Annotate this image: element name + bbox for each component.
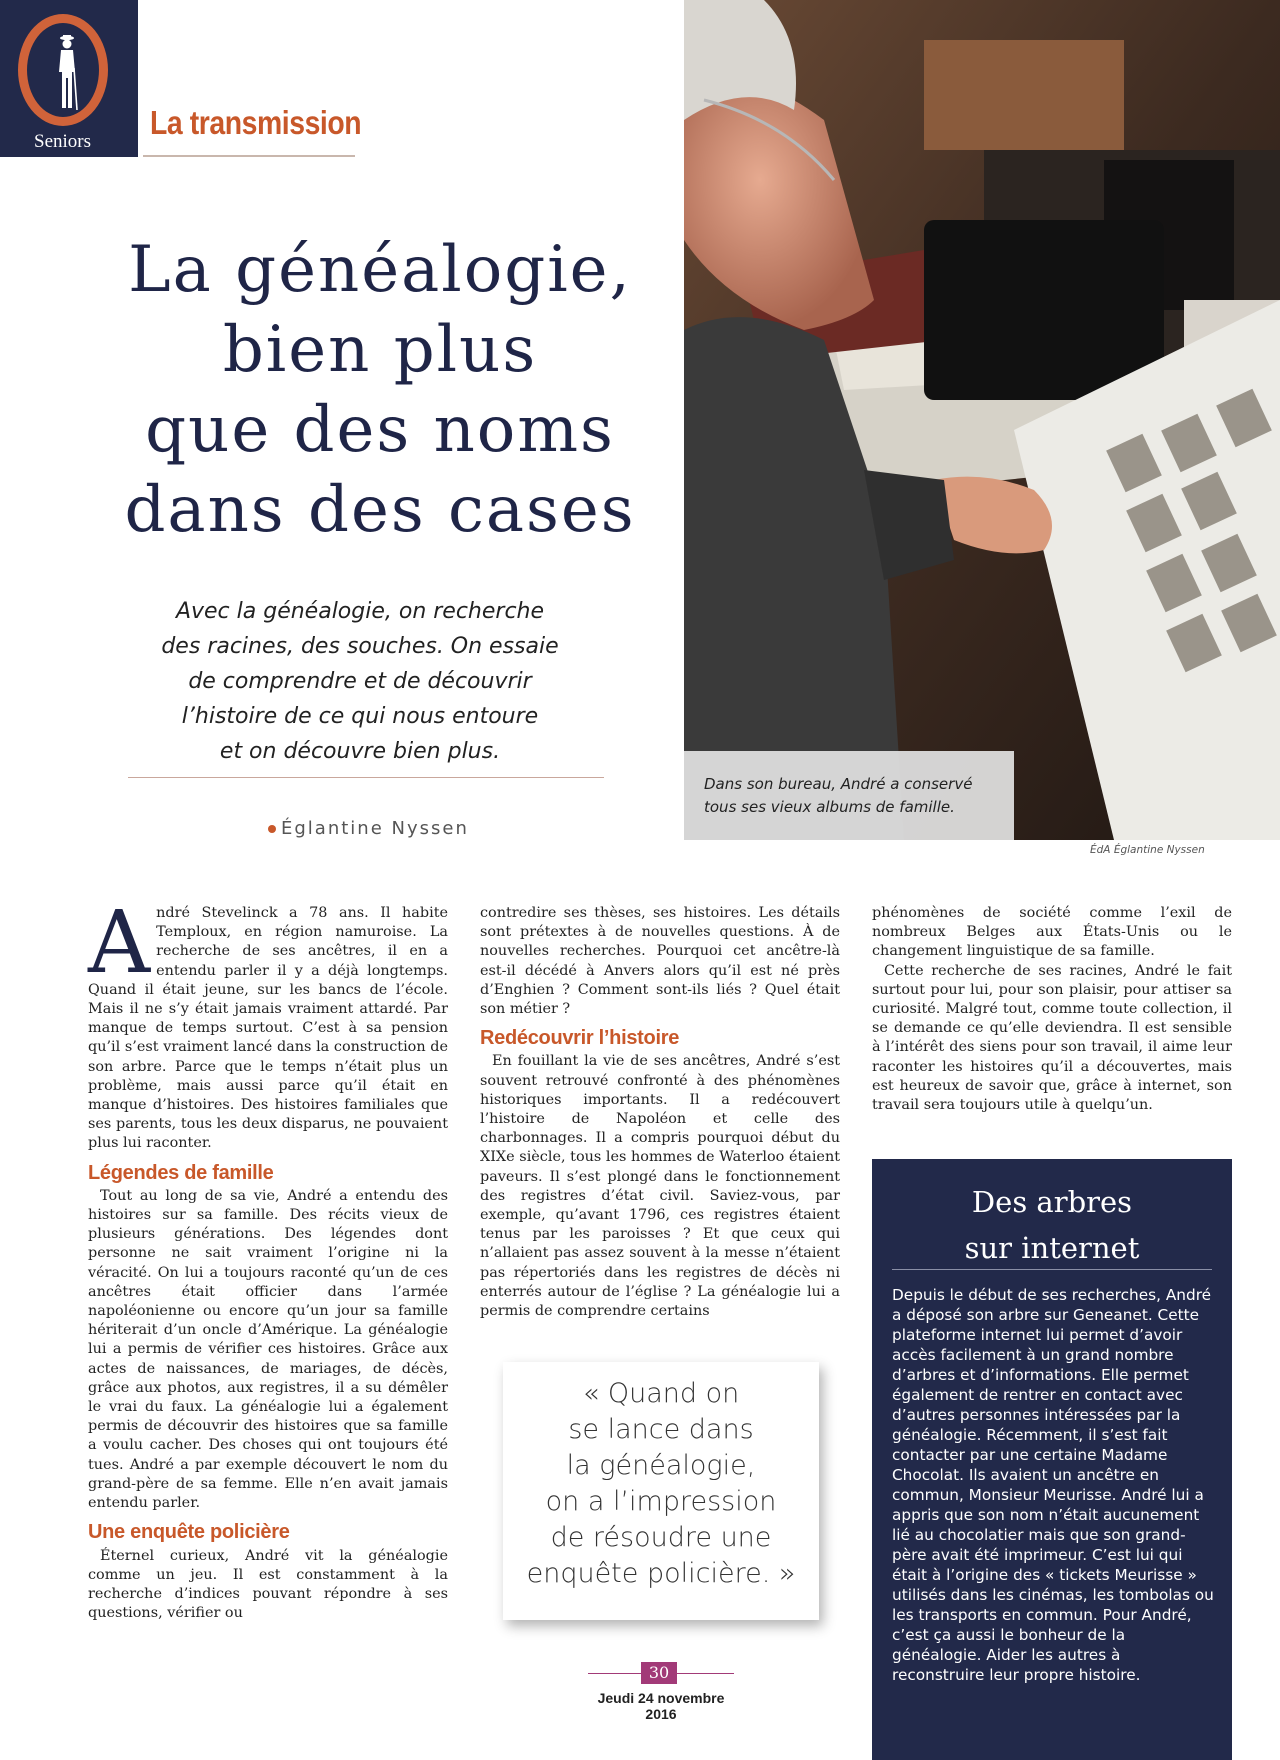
bullet-icon	[268, 825, 276, 833]
quote-line: se lance dans	[568, 1414, 754, 1445]
section-divider	[143, 155, 355, 157]
body-paragraph: Éternel curieux, André vit la généalogie comme un jeu. Il est constamment à la recherche d’indices pouvant répondre à ses questions, vérifier ou	[88, 1547, 448, 1622]
article-column-1	[88, 893, 448, 1623]
logo-text: Seniors	[34, 131, 91, 152]
lede-line: de comprendre et de découvrir	[188, 669, 532, 694]
quote-line: de résoudre une	[550, 1522, 772, 1553]
byline-author: Églantine Nyssen	[281, 818, 469, 839]
title-line: La généalogie,	[128, 233, 632, 307]
drop-cap: A	[88, 893, 151, 993]
body-paragraph: contredire ses thèses, ses histoires. Les détails sont prétextes à de nouvelles questions. À de nouvelles recherches. Pourquoi cet ancêtre-là est-il décédé à Anvers alors qu’il est né près d’Enghien ? Comment sont-ils liés ? Quel était son métier ?	[480, 905, 840, 1018]
sidebar-box	[872, 1159, 1232, 1760]
photo-caption: Dans son bureau, André a conservé tous ses vieux albums de famille.	[684, 751, 1014, 840]
elderly-man-icon	[53, 34, 79, 112]
lede-line: Avec la généalogie, on recherche	[175, 599, 545, 624]
subheading: Redécouvrir l’histoire	[480, 1027, 680, 1050]
sidebar-title-line: Des arbres	[971, 1185, 1133, 1219]
sidebar-title	[872, 1179, 1232, 1271]
issue-date: Jeudi 24 novembre 2016	[597, 1690, 725, 1722]
photo-credit: ÉdA Églantine Nyssen	[1090, 844, 1205, 856]
lede-line: l’histoire de ce qui nous entoure	[181, 704, 539, 729]
quote-line: on a l’impression	[545, 1486, 777, 1517]
intro-paragraph	[88, 893, 448, 1154]
body-paragraph: Cette recherche de ses racines, André le fait surtout pour lui, pour son plaisir, pour attiser sa curiosité. Malgré tout, comme toute collection, il se demande ce qu’elle deviendra. Il est sensible à l’intérêt des siens pour son travail, il aime leur raconter les histoires qu’il a découvertes, mais est heureux de savoir que, grâce à internet, son travail sera toujours utile à quelqu’un.	[872, 962, 1232, 1114]
pull-quote	[503, 1362, 819, 1620]
sidebar-divider	[892, 1269, 1212, 1270]
title-line: bien plus	[222, 313, 538, 387]
quote-line: enquête policière. »	[526, 1558, 796, 1589]
seniors-logo	[0, 0, 138, 157]
sidebar-title-line: sur internet	[964, 1231, 1140, 1265]
article-column-2	[480, 904, 840, 1321]
lede-line: et on découvre bien plus.	[219, 739, 501, 764]
subheading: Légendes de famille	[88, 1161, 274, 1184]
title-line: dans des cases	[124, 473, 636, 547]
lede-divider	[128, 777, 604, 778]
lede-line: des racines, des souches. On essaie	[161, 634, 559, 659]
intro-text: ndré Stevelinck a 78 ans. Il habite Temploux, en région namuroise. La recherche de ses ancêtres, il en a entendu parler il y a déjà longtemps. Quand il était jeune, sur les bancs de l’école. Mais il ne s’y était jamais vraiment attardé. Par manque de temps surtout. C’est à sa pension qu’il s’est vraiment lancé dans la construction de son arbre. Parce que le temps n’était plus un problème, mais aussi parce qu’il était en manque d’histoires. Des histoires familiales que ses parents, tous les deux disparus, ne pouvaient plus lui raconter.	[88, 905, 448, 1152]
subheading: Une enquête policière	[88, 1521, 290, 1544]
article-column-3	[872, 904, 1232, 1115]
article-lede	[160, 594, 560, 769]
quote-line: « Quand on	[582, 1378, 740, 1409]
article-photo	[684, 0, 1280, 840]
title-line: que des noms	[145, 393, 615, 467]
body-paragraph: phénomènes de société comme l’exil de nombreux Belges aux États-Unis ou le changement linguistique de sa famille.	[872, 905, 1232, 960]
quote-line: la généalogie,	[566, 1450, 756, 1481]
body-paragraph: En fouillant la vie de ses ancêtres, André s’est souvent retrouvé confronté à des phénomènes historiques importants. Il a redécouvert l’histoire de Napoléon et celle des charbonnages. Il a compris pourquoi début du XIXe siècle, tous les hommes de Waterloo étaient paveurs. Il s’est plongé dans le fonctionnement des registres d’état civil. Saviez-vous, par exemple, qu’avant 1796, ces registres étaient tenus par les paroisses ? Et que ceux qui n’allaient pas assez souvent à la messe n’étaient pas répertoriés dans les registres de décès ni enterrés autour de l’église ? La généalogie lui a permis de comprendre certains	[480, 1053, 840, 1320]
sidebar-text: Depuis le début de ses recherches, André a déposé son arbre sur Geneanet. Cette plateforme internet lui permet d’avoir accès facilement à un grand nombre d’arbres et d’informations. Elle permet également de rentrer en contact avec d’autres personnes intéressées par la généalogie. Récemment, il s’est fait contacter par une certaine Madame Chocolat. Ils avaient un ancêtre en commun, Monsieur Meurisse. André lui a appris que son nom n’était aucunement lié au chocolatier mais que son grand-père avait été imprimeur. C’est lui qui était à l’origine des « tickets Meurisse » utilisés dans les cinémas, les tombolas ou les transports en commun. Pour André, c’est ça aussi le bonheur de la généalogie. Aider les autres à reconstruire leur propre histoire.	[892, 1286, 1214, 1684]
byline	[268, 818, 469, 839]
page-number: 30	[641, 1662, 677, 1684]
body-paragraph: Tout au long de sa vie, André a entendu des histoires sur sa famille. Des récits vieux de plusieurs générations. Des légendes dont personne ne sait vraiment l’origine ni la véracité. On lui a toujours raconté qu’un de ces ancêtres était officier dans l’armée napoléonienne ou encore qu’un jour sa famille hériterait d’un oncle d’Amérique. La généalogie lui a permis de vérifier ces histoires. Grâce aux actes de naissances, de mariages, de décès, grâce aux photos, aux registres, il a su démêler le vrai du faux. La généalogie lui a également permis de découvrir des histoires que sa famille a voulu cacher. Des choses qui ont toujours été tues. André a par exemple découvert le nom du grand-père de sa femme. Elle n’en avait jamais entendu parler.	[88, 1187, 448, 1512]
article-title	[100, 230, 660, 550]
section-label: La transmission	[150, 104, 362, 141]
